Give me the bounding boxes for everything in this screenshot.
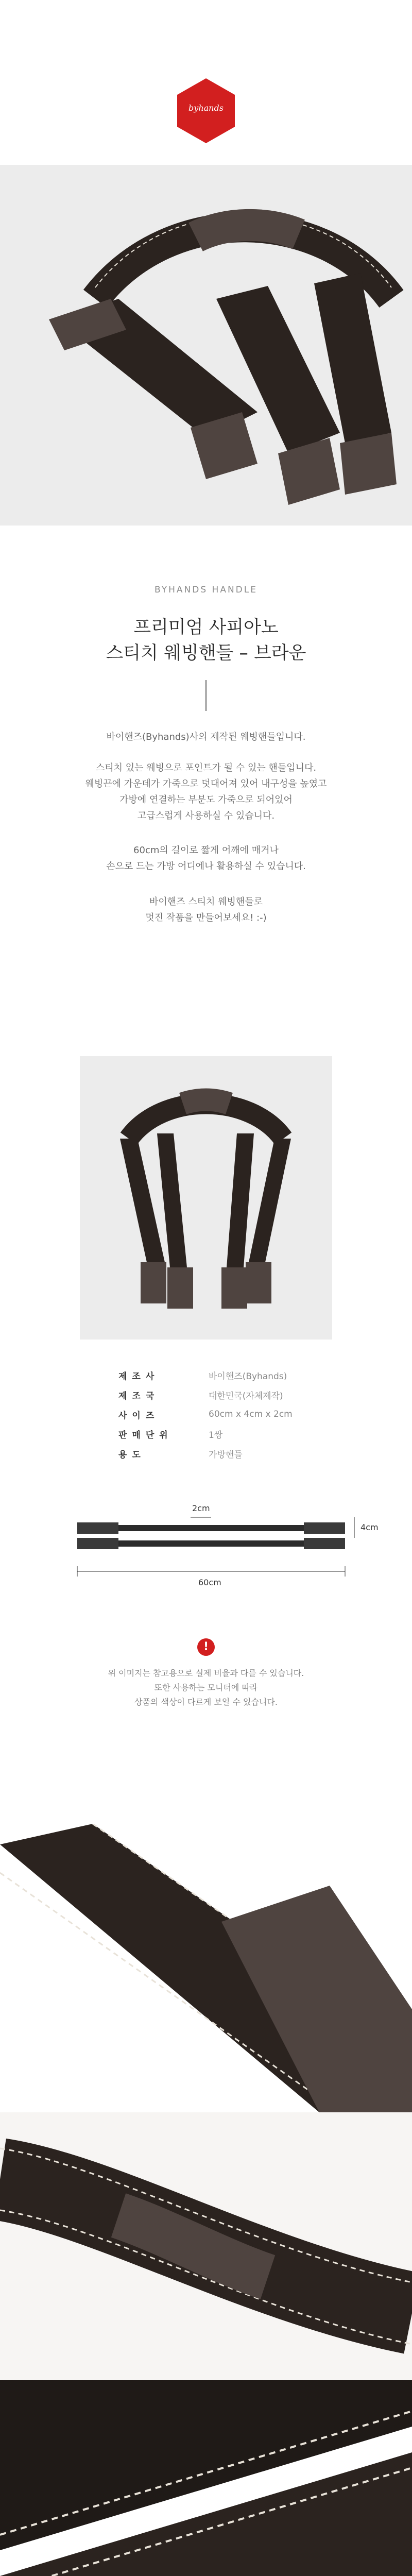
intro-paragraph-3: 60cm의 길이로 짧게 어깨에 매거나 손으로 드는 가방 어디에나 활용하실 수 있습니다.: [106, 845, 306, 872]
width-label: 2cm: [192, 1503, 210, 1513]
detail-photo-leather-center: [0, 2112, 412, 2380]
intro-paragraph-2: 스티치 있는 웨빙으로 포인트가 될 수 있는 핸들입니다. 웨빙끈에 가운데가 가죽으로 덧대어져 있어 내구성을 높였고 가방에 연결하는 부분도 가죽으로 되어있어 고급스럽게 사용하실 수 있습니다.: [85, 762, 327, 821]
height-label: 4cm: [360, 1522, 379, 1532]
detail-photo-webbing: [0, 2380, 412, 2576]
notice-section: [0, 1638, 412, 1709]
product-description: [0, 526, 412, 1072]
strap-end-illustration: [0, 1824, 412, 2112]
spec-table: [118, 1365, 376, 1463]
brand-label: BYHANDS HANDLE: [154, 585, 258, 595]
divider: [205, 680, 207, 711]
product-title-line-2: 스티치 웨빙핸들 – 브라운: [106, 643, 306, 664]
dimension-diagram: [0, 1494, 412, 1597]
notice-text: 위 이미지는 참고용으로 실제 비율과 다를 수 있습니다. 또한 사용하는 모니터에 따라 상품의 색상이 다르게 보일 수 있습니다.: [108, 1668, 304, 1707]
leather-center-illustration: [0, 2112, 412, 2380]
spec-row: 용도 가방핸들: [118, 1449, 243, 1460]
intro-paragraph-4: 바이핸즈 스티치 웨빙핸들로 멋진 작품을 만들어보세요! :-): [145, 896, 267, 923]
brand-logo-text: byhands: [188, 103, 224, 113]
product-photo: [80, 1056, 332, 1340]
warning-icon: !: [197, 1638, 215, 1656]
handle-product-illustration: [80, 1056, 332, 1340]
spec-row: 제조사 바이핸즈(Byhands): [118, 1371, 287, 1382]
intro-paragraph-1: 바이핸즈(Byhands)사의 제작된 웨빙핸들입니다.: [106, 732, 306, 742]
handle-hero-illustration: [0, 165, 412, 526]
product-title-line-1: 프리미엄 사피아노: [133, 617, 279, 638]
spec-row: 판매단위 1쌍: [118, 1430, 223, 1440]
spec-row: 제조국 대한민국(자체제작): [118, 1391, 283, 1401]
hero-image: [0, 165, 412, 526]
detail-photo-strap-end: [0, 1824, 412, 2112]
logo-section: [0, 0, 412, 165]
length-label: 60cm: [198, 1578, 221, 1587]
webbing-illustration: [0, 2380, 412, 2576]
spec-row: 사이즈 60cm x 4cm x 2cm: [118, 1409, 293, 1421]
